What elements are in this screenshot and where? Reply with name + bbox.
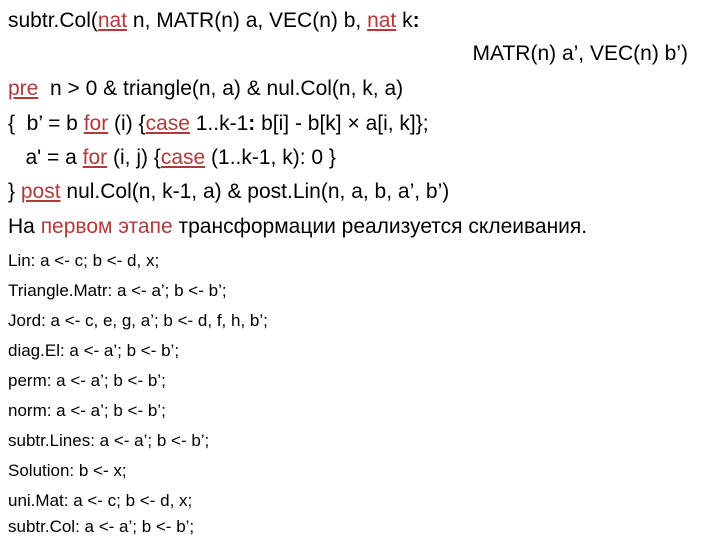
note-pre: На [8,215,41,238]
signature-outputs: MATR(n) a’, VEC(n) b’) [472,42,688,65]
body-line-2 [8,147,336,168]
signature-colon: : [412,9,420,32]
signature-line-1 [8,10,420,31]
assignment-line: uni.Mat: a <- c; b <- d, x; [8,491,193,510]
signature-line-2 [473,43,688,64]
body-line-2-mid: (i, j) { [107,146,161,169]
postcondition-text: nul.Col(n, k-1, a) & post.Lin(n, a, b, a’, b’) [60,180,450,203]
keyword-pre: pre [8,77,39,100]
body-line-1-end: a[i, k]}; [359,112,429,135]
body-line-2-end: (1..k-1, k): 0 } [205,146,336,169]
note-highlight: первом этапе [40,215,173,238]
note-end: трансформации реализуется склеивания. [172,215,588,238]
body-line-1-range: 1..k-1 [189,112,249,135]
body-line-1-open: { b’ = b [8,112,84,135]
precondition-text: n > 0 & triangle(n, a) & nul.Col(n, k, a) [38,77,404,100]
precondition-line [8,78,403,99]
signature-name: subtr.Col( [8,9,98,32]
assignment-line: diag.El: a <- a’; b <- b’; [8,341,180,360]
body-line-1 [8,113,429,134]
assignment-line: Jord: a <- c, e, g, a’; b <- d, f, h, b’; [8,311,268,330]
body-line-1-mid: (i) { [108,112,146,135]
keyword-nat-1: nat [97,9,128,32]
assignment-line: subtr.Lines: a <- a’; b <- b’; [8,431,210,450]
note-line [8,216,587,237]
body-line-2-open: a' = a [8,146,83,169]
assignment-line: norm: a <- a’; b <- b’; [8,401,166,420]
keyword-case-2: case [160,146,206,169]
keyword-nat-2: nat [367,9,397,32]
times-symbol: × [347,112,360,135]
assignment-line: perm: a <- a’; b <- b’; [8,371,166,390]
signature-params: n, MATR(n) a, VEC(n) b, [127,9,368,32]
signature-param-k: k [396,9,413,32]
keyword-for-1: for [83,112,109,135]
keyword-post: post [20,180,61,203]
body-line-1-colon: : [248,112,256,135]
keyword-for-2: for [82,146,108,169]
body-line-3-open: } [8,180,21,203]
body-line-1-expr: b[i] - b[k] [255,112,348,135]
assignment-line: Triangle.Matr: a <- a’; b <- b’; [8,281,227,300]
assignment-line: Lin: a <- c; b <- d, x; [8,251,160,270]
assignment-line: Solution: b <- x; [8,461,127,480]
body-line-3 [8,181,449,202]
assignment-line: subtr.Col: a <- a’; b <- b’; [8,517,195,536]
keyword-case-1: case [145,112,190,135]
